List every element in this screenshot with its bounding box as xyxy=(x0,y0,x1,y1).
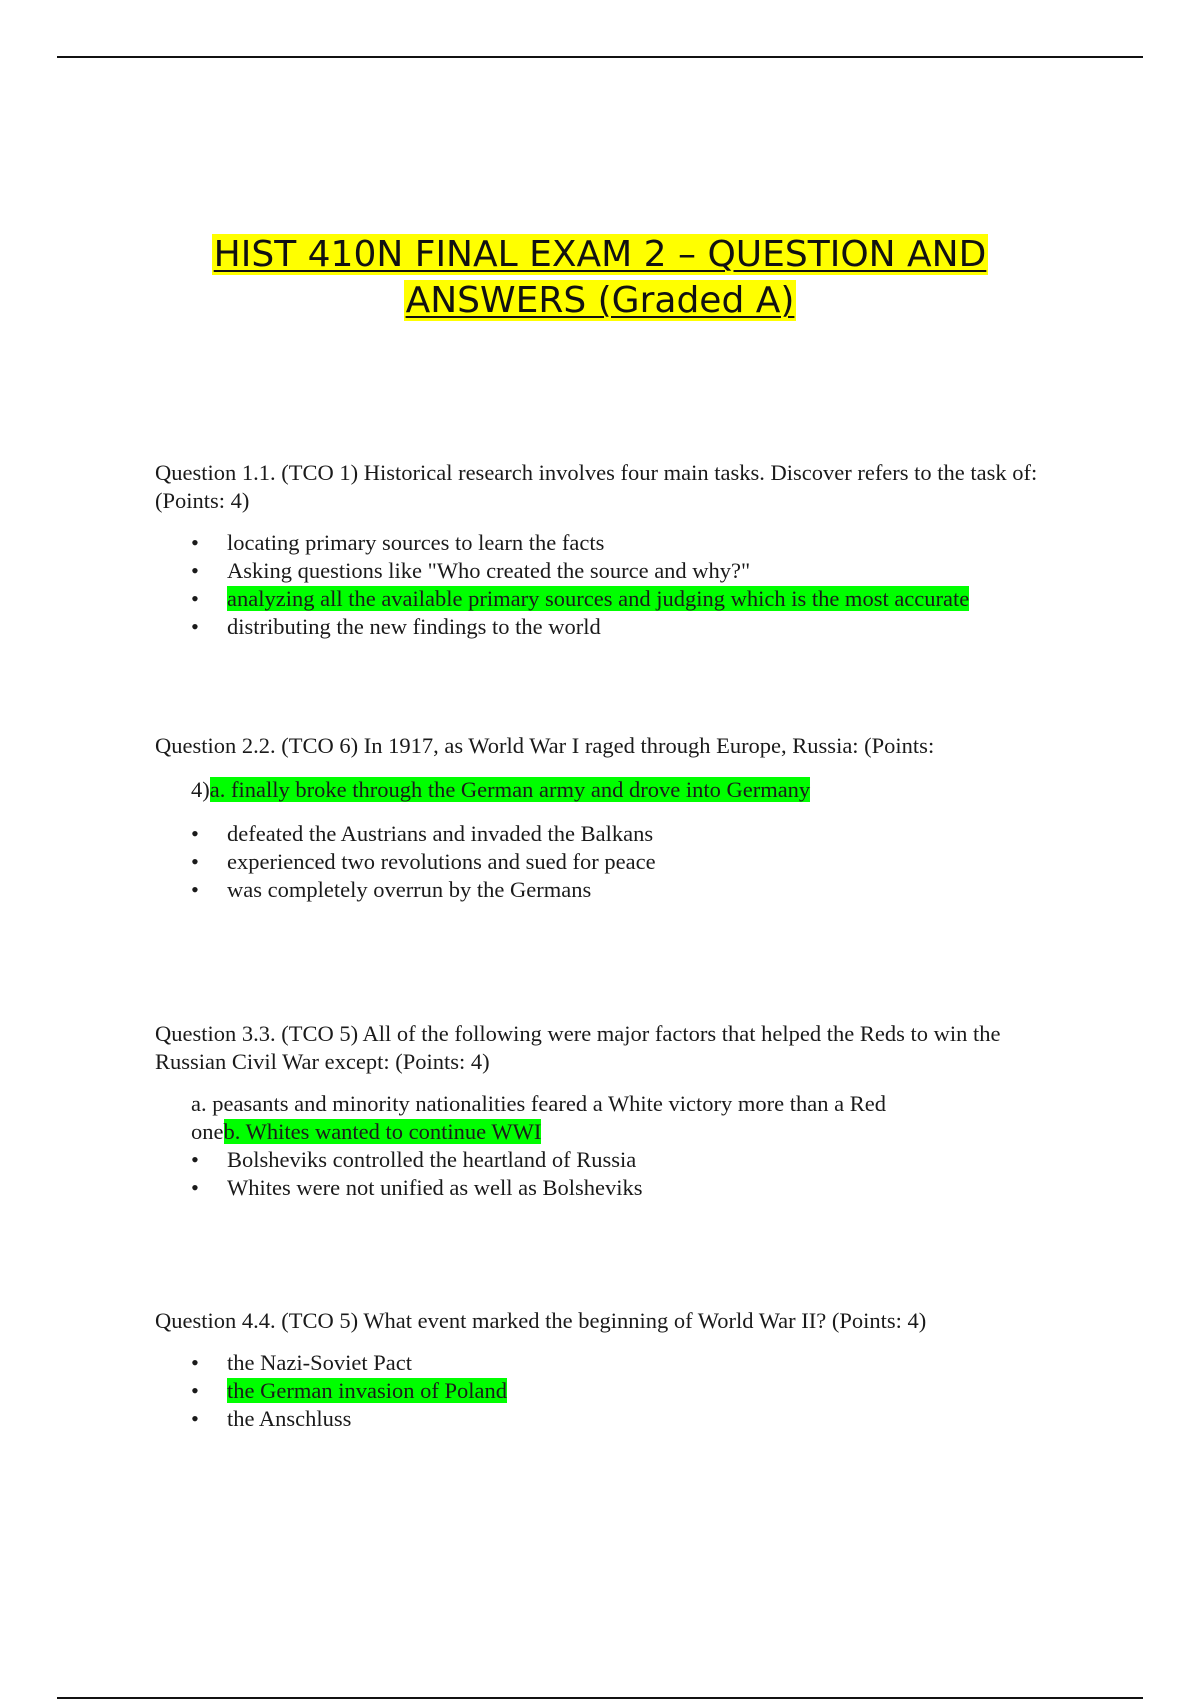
question-2 xyxy=(155,732,1075,904)
option-text: was completely overrun by the Germans xyxy=(227,877,592,902)
question-1-text: Question 1.1. (TCO 1) Historical research involves four main tasks. Discover refers to the task of: (Points: 4) xyxy=(155,460,1038,513)
bullet-icon: • xyxy=(191,849,199,874)
title-line-1: HIST 410N FINAL EXAM 2 – QUESTION AND xyxy=(213,234,987,275)
question-2-text: Question 2.2. (TCO 6) In 1917, as World War I raged through Europe, Russia: (Points: xyxy=(155,733,935,758)
list-item xyxy=(155,1405,1075,1433)
bullet-icon: • xyxy=(191,1406,199,1431)
list-item xyxy=(155,1146,1075,1174)
option-text: distributing the new findings to the world xyxy=(227,614,601,639)
highlighted-answer: analyzing all the available primary sources and judging which is the most accurate xyxy=(227,586,970,611)
bullet-icon: • xyxy=(191,821,199,846)
highlighted-answer: the German invasion of Poland xyxy=(227,1378,507,1403)
question-1 xyxy=(155,459,1075,641)
bullet-icon: • xyxy=(191,614,199,639)
question-4-options xyxy=(155,1349,1075,1433)
list-item xyxy=(155,848,1075,876)
list-item xyxy=(155,585,1075,613)
inline-prefix: one xyxy=(191,1119,224,1144)
document-title xyxy=(0,232,1200,324)
question-3 xyxy=(155,1020,1075,1202)
list-item xyxy=(155,613,1075,641)
inline-prefix: 4) xyxy=(191,777,210,802)
bullet-icon: • xyxy=(191,877,199,902)
title-line-2: ANSWERS (Graded A) xyxy=(405,280,795,321)
question-3-inline-answer xyxy=(191,1090,1075,1146)
top-rule xyxy=(57,56,1143,58)
inline-option-a: a. peasants and minority nationalities feared a White victory more than a Red xyxy=(191,1091,886,1116)
bullet-icon: • xyxy=(191,1175,199,1200)
bullet-icon: • xyxy=(191,530,199,555)
question-1-options xyxy=(155,529,1075,641)
list-item xyxy=(155,557,1075,585)
highlighted-answer: b. Whites wanted to continue WWI xyxy=(223,1119,542,1144)
option-text: Whites were not unified as well as Bolsheviks xyxy=(227,1175,643,1200)
question-3-options xyxy=(155,1146,1075,1202)
bullet-icon: • xyxy=(191,1350,199,1375)
question-4 xyxy=(155,1307,1075,1433)
bullet-icon: • xyxy=(191,1147,199,1172)
list-item xyxy=(155,1349,1075,1377)
option-text: Bolsheviks controlled the heartland of Russia xyxy=(227,1147,637,1172)
highlighted-answer: a. finally broke through the German army and drove into Germany xyxy=(209,777,811,802)
list-item xyxy=(155,876,1075,904)
question-4-text: Question 4.4. (TCO 5) What event marked the beginning of World War II? (Points: 4) xyxy=(155,1308,927,1333)
option-text: locating primary sources to learn the facts xyxy=(227,530,605,555)
option-text: Asking questions like "Who created the source and why?" xyxy=(227,558,751,583)
question-2-inline-answer xyxy=(191,776,1075,804)
list-item xyxy=(155,529,1075,557)
option-text: the Nazi-Soviet Pact xyxy=(227,1350,412,1375)
question-3-text: Question 3.3. (TCO 5) All of the following were major factors that helped the Reds to win the Russian Civil War except: (Points: 4) xyxy=(155,1021,1001,1074)
bullet-icon: • xyxy=(191,558,199,583)
bullet-icon: • xyxy=(191,1378,199,1403)
option-text: the Anschluss xyxy=(227,1406,352,1431)
list-item xyxy=(155,820,1075,848)
bottom-rule xyxy=(57,1697,1143,1699)
question-2-options xyxy=(155,820,1075,904)
bullet-icon: • xyxy=(191,586,199,611)
list-item xyxy=(155,1377,1075,1405)
option-text: experienced two revolutions and sued for peace xyxy=(227,849,656,874)
list-item xyxy=(155,1174,1075,1202)
option-text: defeated the Austrians and invaded the Balkans xyxy=(227,821,654,846)
